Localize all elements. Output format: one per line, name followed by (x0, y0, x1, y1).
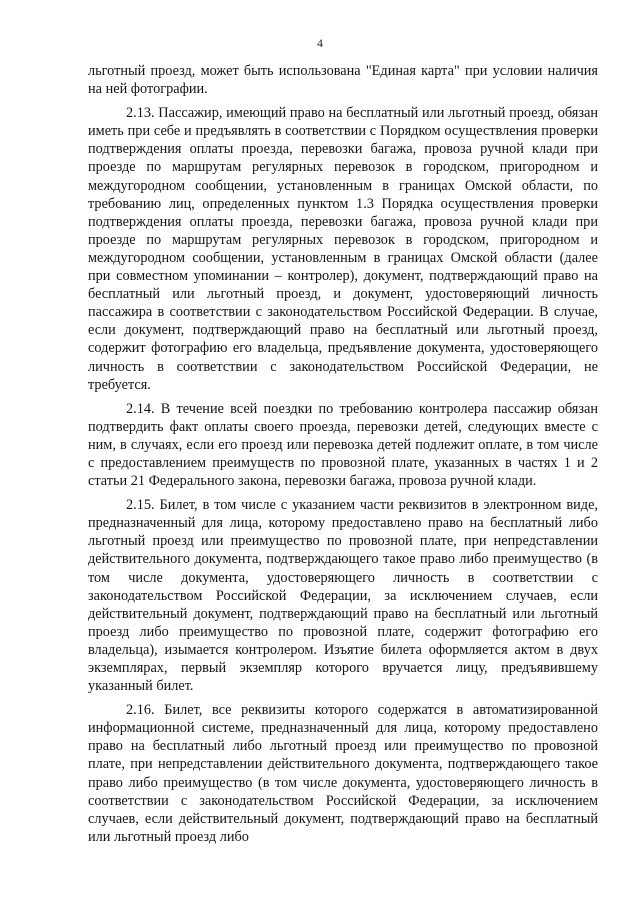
paragraph-continuation: льготный проезд, может быть использована "Единая карта" при условии наличия на ней фотографии. (88, 63, 598, 98)
paragraph-2-13: 2.13. Пассажир, имеющий право на бесплатный или льготный проезд, обязан иметь при себе и предъявлять в соответствии с Порядком осуществления проверки подтверждения оплаты проезда, перевозки багажа, провоза ручной клади при проезде по маршрутам регулярных перевозок в городском, пригородном и междугородном сообщении, установленным в границах Омской области, по требованию лиц, определенных пунктом 1.3 Порядка осуществления проверки подтверждения оплаты проезда, перевозки багажа, провоза ручной клади при проезде по маршрутам регулярных перевозок в городском, пригородном и междугородном сообщении, установленным в границах Омской области (далее при совместном упоминании – контролер), документ, подтверждающий право на бесплатный или льготный проезд, и документ, удостоверяющий личность пассажира в соответствии с законодательством Российской Федерации. В случае, если документ, подтверждающий право на бесплатный или льготный проезд, содержит фотографию его владельца, предъявление документа, удостоверяющего личность в соответствии с законодательством Российской Федерации, не требуется. (88, 105, 598, 393)
document-body (88, 62, 598, 846)
paragraph-2-14: 2.14. В течение всей поездки по требованию контролера пассажир обязан подтвердить факт оплаты своего проезда, перевозки детей, следующих вместе с ним, в случаях, если его проезд или перевозка детей подлежит оплате, в том числе с предоставлением преимуществ по провозной плате, указанных в частях 1 и 2 статьи 21 Федерального закона, перевозки багажа, провоза ручной клади. (88, 400, 598, 490)
paragraph-2-15: 2.15. Билет, в том числе с указанием части реквизитов в электронном виде, предназначенный для лица, которому предоставлено право на бесплатный либо льготный проезд или преимущество по провозной плате, при непредставлении действительного документа, подтверждающего такое право либо преимущество (в том числе документа, удостоверяющего личность в соответствии с законодательством Российской Федерации, за исключением случаев, если действительный документ, подтверждающий право на бесплатный или льготный проезд либо преимущество по провозной плате, содержит фотографию его владельца), изымается контролером. Изъятие билета оформляется актом в двух экземплярах, первый экземпляр которого вручается лицу, предъявившему указанный билет. (88, 497, 598, 695)
paragraph-2-16: 2.16. Билет, все реквизиты которого содержатся в автоматизированной информационной системе, предназначенный для лица, которому предоставлено право на бесплатный либо льготный проезд или преимущество по провозной плате, при непредставлении действительного документа, подтверждающего такое право либо преимущество (в том числе документа, удостоверяющего личность в соответствии с законодательством Российской Федерации, за исключением случаев, если действительный документ, подтверждающий право на бесплатный или льготный проезд либо (88, 702, 598, 845)
page-number: 4 (317, 36, 323, 50)
